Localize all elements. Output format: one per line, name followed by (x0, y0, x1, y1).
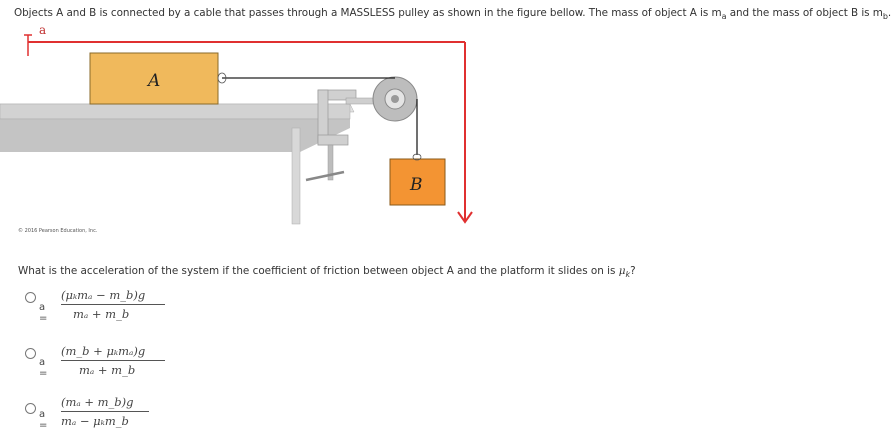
ask-suffix: ? (630, 265, 636, 277)
option-1-lhs: a = (39, 302, 48, 324)
option-1-denominator: mₐ + m_b (73, 307, 130, 321)
ask-mu-sub: k (625, 270, 631, 280)
option-2-denominator: mₐ + m_b (79, 363, 136, 377)
option-1-fraction-bar (61, 304, 165, 305)
block-a-label: A (148, 71, 161, 91)
prompt-sub-b: b (882, 12, 888, 22)
pulley-figure (0, 20, 815, 235)
question-ask (18, 265, 636, 279)
option-3-fraction (61, 395, 149, 428)
prompt-text: Objects A and B is connected by a cable that passes through a MASSLESS pulley as shown in the figure bellow. The mass of object A is m (14, 7, 722, 19)
prompt-sub-a: a (721, 12, 727, 22)
question-prompt (14, 7, 891, 22)
option-3-lhs: a = (39, 409, 48, 431)
option-2-fraction (61, 344, 165, 377)
option-1-radio[interactable] (25, 292, 36, 303)
pulley (373, 77, 417, 121)
ask-text: What is the acceleration of the system if the coefficient of friction between object A and the platform it slides on is (18, 265, 619, 277)
prompt-text-mid: and the mass of object B is m (726, 7, 883, 19)
option-2-numerator: (m_b + μₖmₐ)g (61, 344, 146, 358)
option-1-numerator: (μₖmₐ − m_b)g (61, 288, 146, 302)
option-3-numerator: (mₐ + m_b)g (61, 395, 134, 409)
axis-label: a (39, 23, 47, 37)
block-b-label: B (410, 175, 423, 195)
option-3-denominator: mₐ − μₖm_b (61, 414, 129, 428)
option-3-fraction-bar (61, 411, 149, 412)
option-2-fraction-bar (61, 360, 165, 361)
option-1-fraction (61, 288, 165, 321)
prompt-text-end: . (887, 7, 891, 19)
ask-mu: μ (618, 265, 626, 277)
option-2-lhs: a = (39, 357, 48, 379)
option-3-radio[interactable] (25, 403, 36, 414)
table (0, 104, 354, 224)
option-2-radio[interactable] (25, 348, 36, 359)
figure-copyright: © 2016 Pearson Education, Inc. (18, 228, 98, 234)
